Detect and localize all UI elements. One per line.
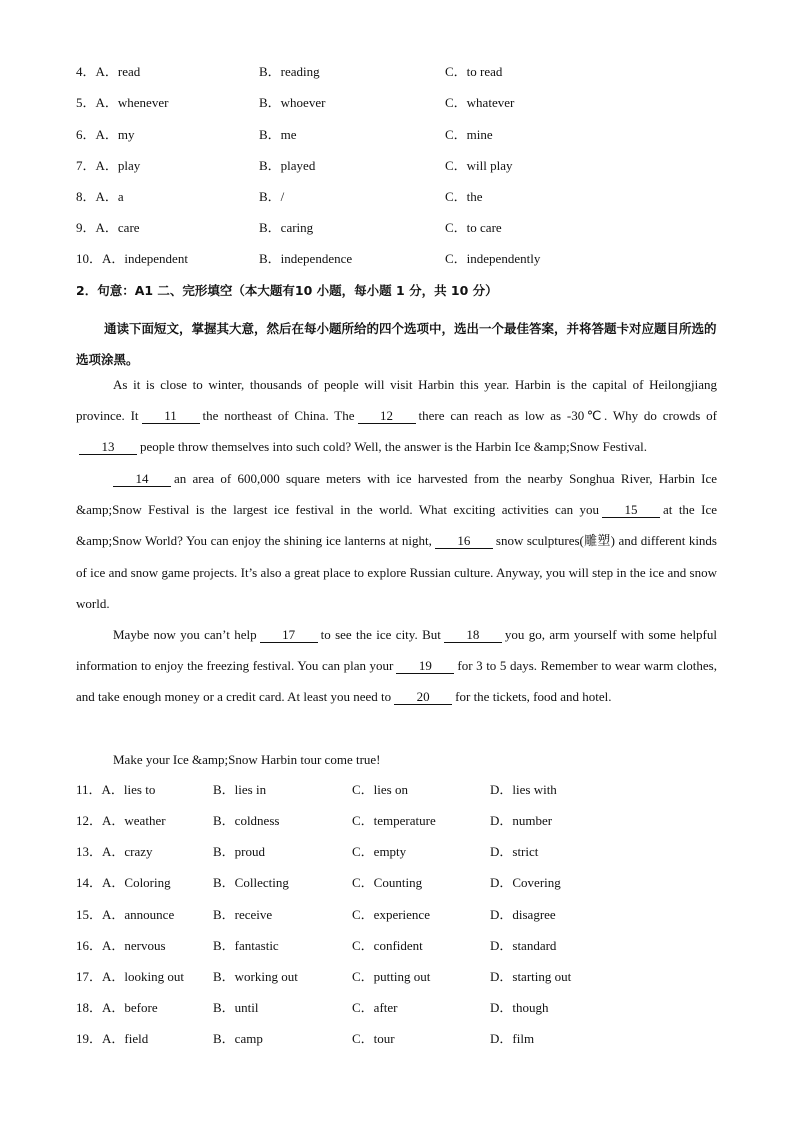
option-b[interactable]: B．coldness — [213, 813, 280, 828]
option-a[interactable]: A．before — [102, 1000, 158, 1015]
option-b: B．me — [259, 127, 297, 142]
option-row — [76, 906, 736, 924]
question-number: 19． — [76, 1031, 103, 1046]
option-a[interactable]: A．field — [102, 1031, 149, 1046]
option-d[interactable]: D．Covering — [490, 875, 561, 890]
instructions: 通读下面短文，掌握其大意，然后在每小题所给的四个选项中，选出一个最佳答案，并将答题卡对应题目所选的选项涂黑。 — [76, 321, 717, 367]
question-number: 17． — [76, 969, 103, 984]
option-b: B．played — [259, 158, 316, 173]
option-c[interactable]: C．experience — [352, 907, 430, 922]
option-c[interactable]: C．Counting — [352, 875, 423, 890]
option-c[interactable]: C．empty — [352, 844, 407, 859]
blank-14[interactable]: 14 — [113, 471, 171, 487]
option-a[interactable]: A．Coloring — [102, 875, 171, 890]
question-number: 6． — [76, 127, 96, 142]
option-c[interactable]: C．tour — [352, 1031, 395, 1046]
option-d[interactable]: D．lies with — [490, 782, 557, 797]
option-c[interactable]: C．lies on — [352, 782, 408, 797]
option-d[interactable]: D．strict — [490, 844, 539, 859]
option-a: A．a — [95, 189, 124, 204]
option-d[interactable]: D．disagree — [490, 907, 556, 922]
blank-18[interactable]: 18 — [444, 627, 502, 643]
option-a: A．read — [95, 64, 141, 79]
blank-13[interactable]: 13 — [79, 439, 137, 455]
option-row — [76, 937, 736, 955]
option-c: C．whatever — [445, 95, 515, 110]
option-row — [76, 94, 736, 112]
question-number: 9． — [76, 220, 96, 235]
option-row — [76, 157, 736, 175]
option-a: A．play — [95, 158, 141, 173]
passage-paragraph-4: Make your Ice &amp;Snow Harbin tour come true! — [113, 752, 381, 767]
option-row — [76, 126, 736, 144]
option-c: C．the — [445, 189, 483, 204]
question-number: 16． — [76, 938, 103, 953]
blank-19[interactable]: 19 — [396, 658, 454, 674]
option-row — [76, 968, 736, 986]
option-row — [76, 999, 736, 1017]
blank-15[interactable]: 15 — [602, 502, 660, 518]
option-row — [76, 1030, 736, 1048]
option-row — [76, 843, 736, 861]
question-number: 14． — [76, 875, 103, 890]
option-d[interactable]: D．starting out — [490, 969, 572, 984]
option-row — [76, 812, 736, 830]
option-c: C．independently — [445, 251, 541, 266]
option-row — [76, 781, 736, 799]
blank-17[interactable]: 17 — [260, 627, 318, 643]
option-d[interactable]: D．standard — [490, 938, 557, 953]
question-number: 11． — [76, 782, 102, 797]
option-c: C．to care — [445, 220, 502, 235]
blank-12[interactable]: 12 — [358, 408, 416, 424]
option-row — [76, 250, 736, 268]
option-b: B．independence — [259, 251, 353, 266]
option-b: B．whoever — [259, 95, 326, 110]
option-row — [76, 874, 736, 892]
option-b[interactable]: B．Collecting — [213, 875, 289, 890]
blank-20[interactable]: 20 — [394, 689, 452, 705]
option-a: A．independent — [102, 251, 188, 266]
question-number: 5． — [76, 95, 96, 110]
option-b[interactable]: B．fantastic — [213, 938, 279, 953]
option-b[interactable]: B．until — [213, 1000, 259, 1015]
option-b[interactable]: B．working out — [213, 969, 298, 984]
option-d[interactable]: D．number — [490, 813, 553, 828]
blank-11[interactable]: 11 — [142, 408, 200, 424]
option-c[interactable]: C．putting out — [352, 969, 431, 984]
option-b[interactable]: B．camp — [213, 1031, 263, 1046]
option-c[interactable]: C．after — [352, 1000, 398, 1015]
option-b[interactable]: B．proud — [213, 844, 266, 859]
option-d[interactable]: D．film — [490, 1031, 535, 1046]
option-a[interactable]: A．lies to — [101, 782, 156, 797]
passage-paragraph-2: 14 an area of 600,000 square meters with ice harvested from the nearby Songhua River, Harbin Ice &amp;Snow Festival is the largest ice festival in the world. What exciting activities can you 15 at the Ice &amp;Snow World? You can enjoy the shining ice lanterns at night, 16 snow sculptures(雕塑) and different kinds of ice and snow game projects. It’s also a great place to explore Russian culture. Anyway, you will step in the ice and snow world. — [76, 471, 717, 611]
option-a[interactable]: A．nervous — [102, 938, 166, 953]
blank-16[interactable]: 16 — [435, 533, 493, 549]
question-number: 10． — [76, 251, 103, 266]
option-a: A．whenever — [95, 95, 169, 110]
option-b: B．reading — [259, 64, 320, 79]
passage-paragraph-1: As it is close to winter, thousands of people will visit Harbin this year. Harbin is the capital of Heilongjiang province. It 11 the northeast of China. The 12 there can reach as low as -30℃. Why do crowds of13 people throw themselves into such cold? Well, the answer is the Harbin Ice &amp;Snow Festival. — [76, 377, 717, 455]
option-c: C．to read — [445, 64, 503, 79]
option-c: C．will play — [445, 158, 513, 173]
option-row — [76, 188, 736, 206]
option-row — [76, 219, 736, 237]
option-c[interactable]: C．confident — [352, 938, 423, 953]
question-number: 8． — [76, 189, 96, 204]
option-a[interactable]: A．weather — [102, 813, 166, 828]
option-b[interactable]: B．receive — [213, 907, 273, 922]
question-number: 18． — [76, 1000, 103, 1015]
option-a[interactable]: A．announce — [102, 907, 175, 922]
question-number: 4． — [76, 64, 96, 79]
question-number: 12． — [76, 813, 103, 828]
option-a: A．my — [95, 127, 135, 142]
option-a[interactable]: A．crazy — [102, 844, 153, 859]
option-a[interactable]: A．looking out — [102, 969, 184, 984]
option-b[interactable]: B．lies in — [213, 782, 267, 797]
option-a: A．care — [95, 220, 140, 235]
option-c: C．mine — [445, 127, 493, 142]
option-b: B．caring — [259, 220, 314, 235]
question-number: 15． — [76, 907, 103, 922]
option-d[interactable]: D．though — [490, 1000, 549, 1015]
question-number: 7． — [76, 158, 96, 173]
option-c[interactable]: C．temperature — [352, 813, 436, 828]
question-number: 13． — [76, 844, 103, 859]
option-b: B．/ — [259, 189, 285, 204]
passage-paragraph-3: Maybe now you can’t help 17 to see the ice city. But 18 you go, arm yourself with some helpful information to enjoy the freezing festival. You can plan your 19 for 3 to 5 days. Remember to wear warm clothes, and take enough money or a credit card. At least you need to 20 for the tickets, food and hotel. — [76, 627, 717, 705]
section-title: 2．句意：A1 二、完形填空（本大题有10 小题，每小题 1 分，共 10 分） — [76, 283, 498, 298]
option-row — [76, 63, 736, 81]
